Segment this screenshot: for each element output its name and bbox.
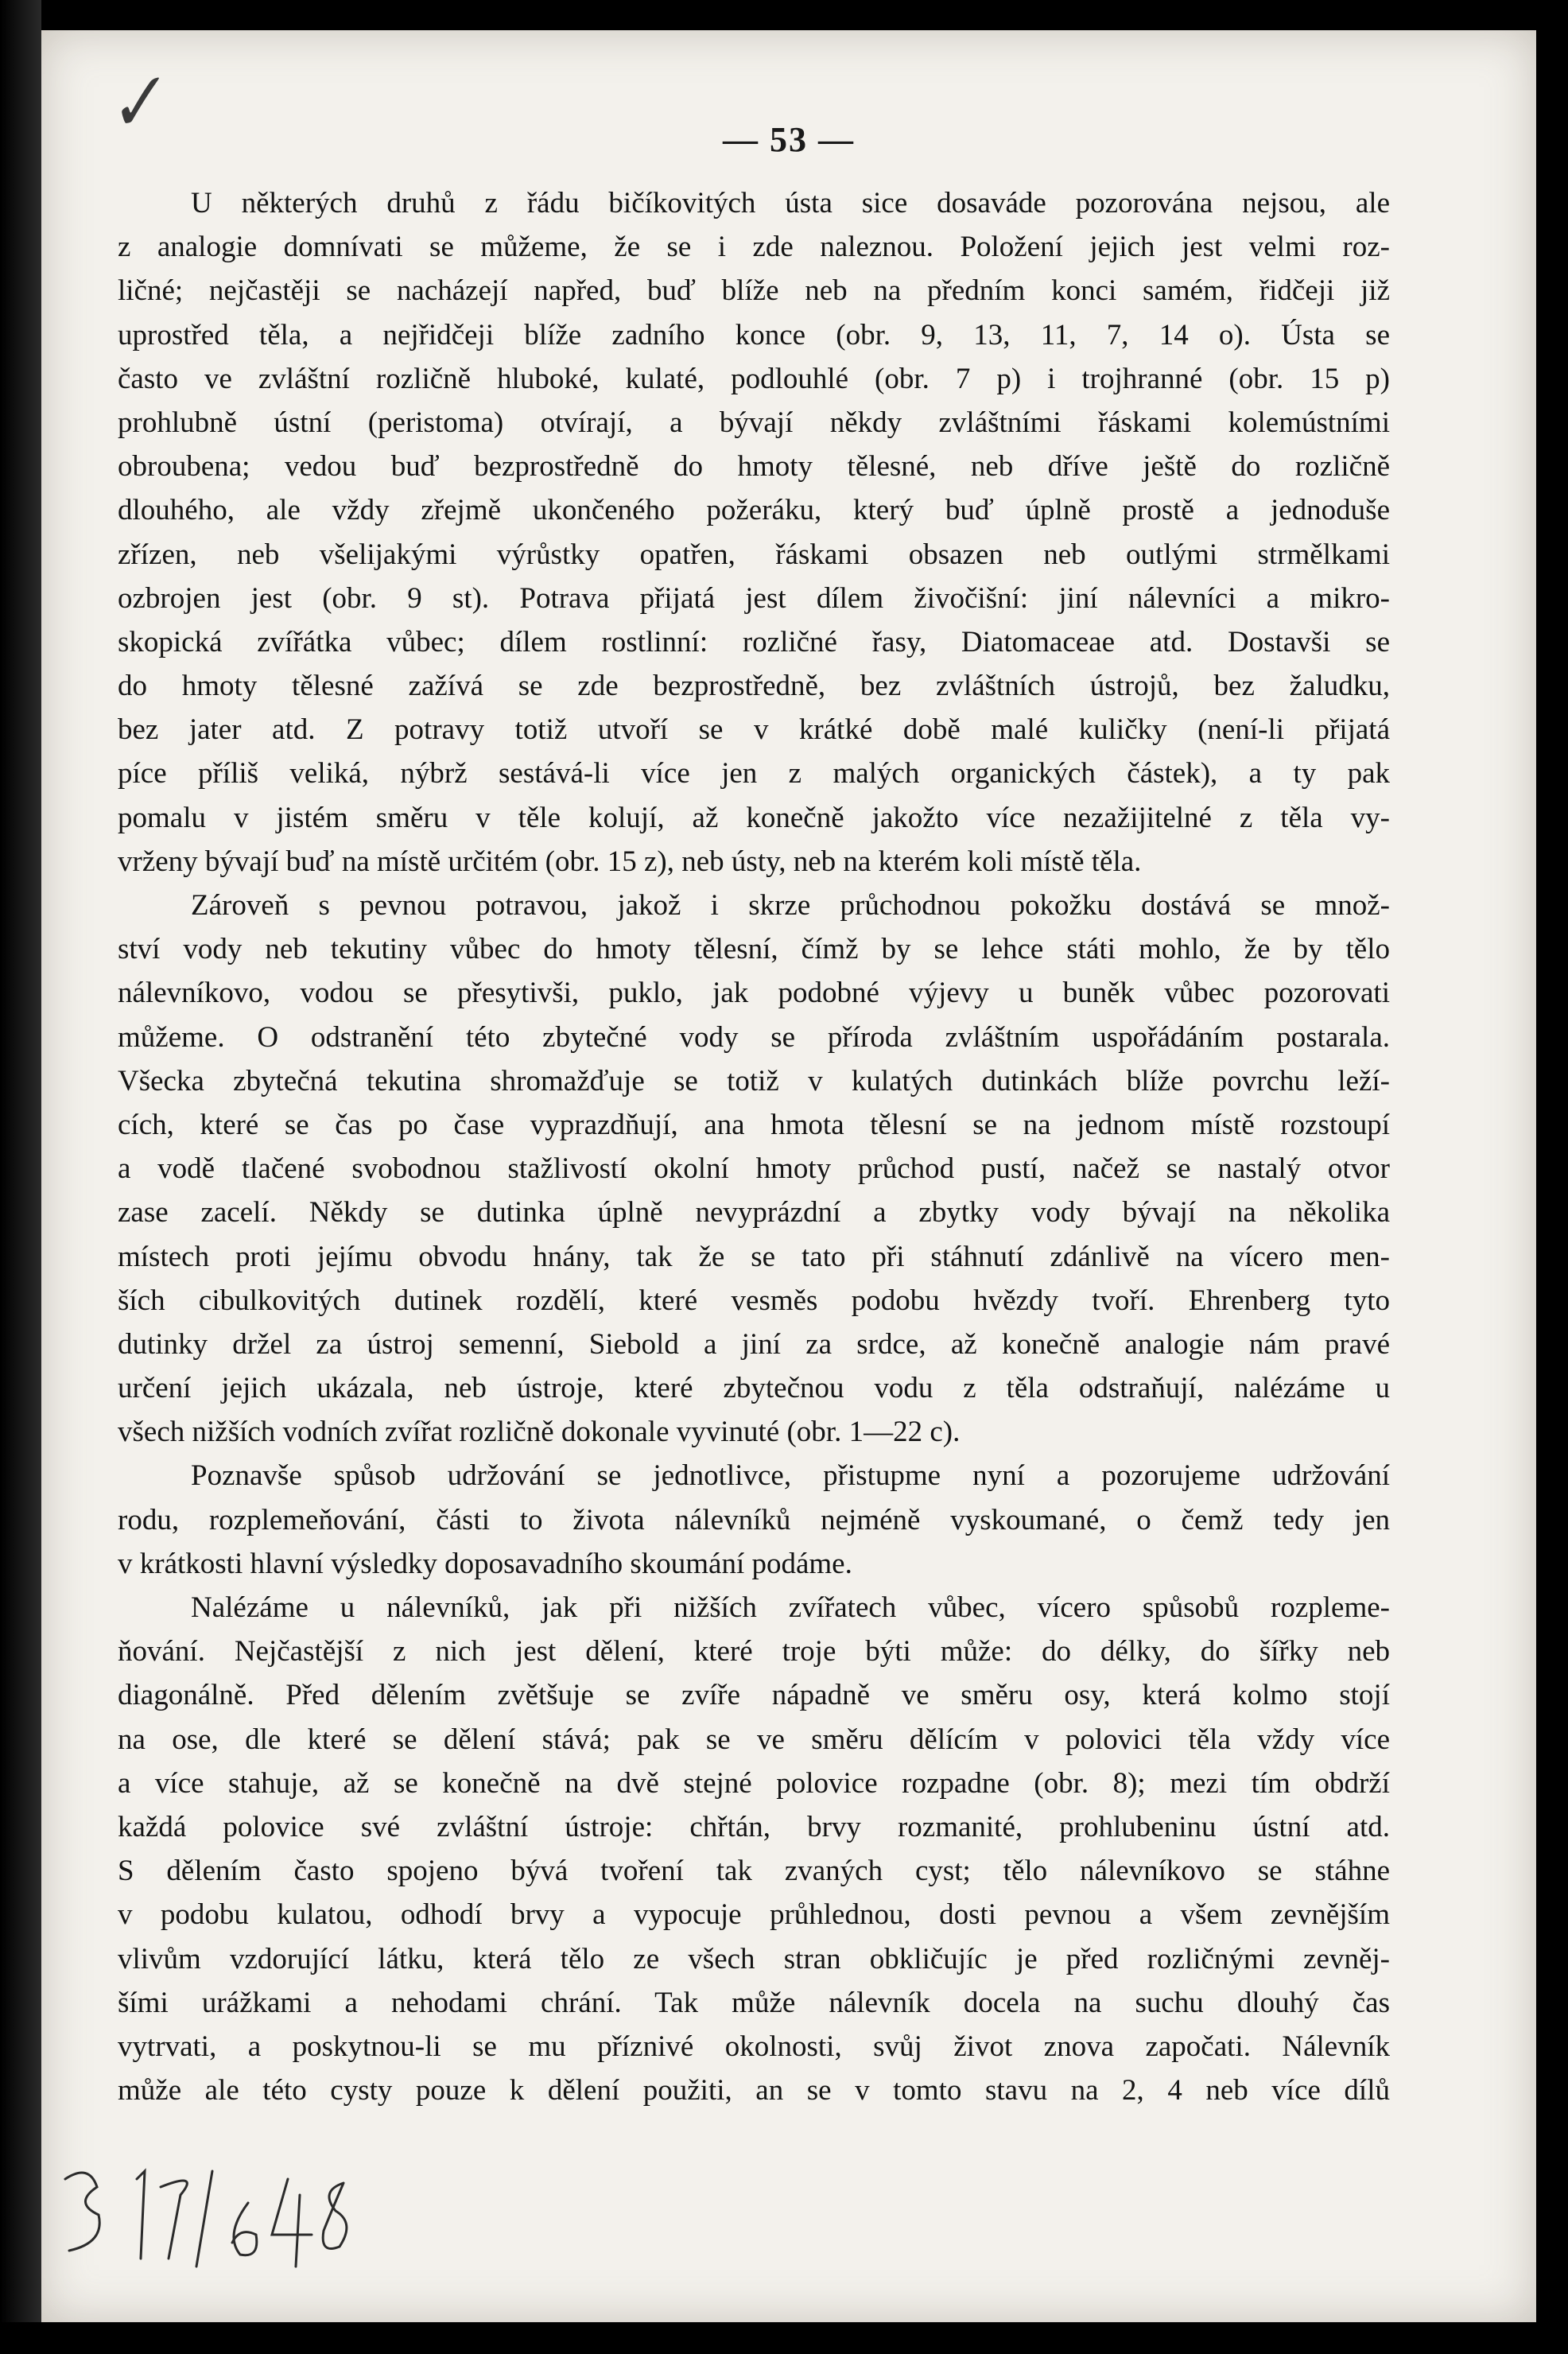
book-page — [41, 30, 1536, 2322]
text-line: z analogie domnívati se můžeme, že se i zde naleznou. Položení jejich jest velmi roz- — [118, 231, 1390, 264]
text-line: zřízen, neb všelijakými výrůstky opatřen, řáskami obsazen neb outlými strmělkami — [118, 538, 1390, 571]
text-line: Zároveň s pevnou potravou, jakož i skrze průchodnou pokožku dostává se množ- — [191, 889, 1390, 922]
text-line: dlouhého, ale vždy zřejmě ukončeného požeráku, který buď úplně prostě a jednoduše — [118, 494, 1390, 527]
text-line: dutinky držel za ústroj semenní, Siebold a jiní za srdce, až konečně analogie nám pravé — [118, 1327, 1390, 1361]
text-line: vrženy bývají buď na místě určitém (obr. 15 z), neb ústy, neb na kterém koli místě těla. — [118, 845, 1142, 878]
text-line: U některých druhů z řádu bičíkovitých ústa sice dosaváde pozorována nejsou, ale — [191, 187, 1390, 219]
scan-left-edge — [0, 0, 41, 2354]
text-line: šími urážkami a nehodami chrání. Tak může nálevník docela na suchu dlouhý čas — [118, 1986, 1390, 2019]
text-line: na ose, dle které se dělení stává; pak se ve směru dělícím v polovici těla vždy více — [118, 1723, 1390, 1756]
text-line: Poznavše spůsob udržování se jednotlivce, přistupme nyní a pozorujeme udržování — [191, 1459, 1390, 1493]
text-line: místech proti jejímu obvodu hnány, tak že se tato při stáhnutí zdánlivě na vícero men- — [118, 1240, 1390, 1273]
page-number: — 53 — — [723, 120, 855, 159]
text-line: prohlubně ústní (peristoma) otvírají, a bývají někdy zvláštními řáskami kolemústními — [118, 406, 1390, 439]
text-line: ozbrojen jest (obr. 9 st). Potrava přijatá jest dílem živočišní: jiní nálevníci a mikro- — [118, 581, 1390, 615]
scan-bottom-edge — [0, 2322, 1568, 2354]
text-line: cích, které se čas po čase vyprazdňují, ana hmota tělesní se na jednom místě rozstoupí — [118, 1108, 1390, 1141]
text-line: určení jejich ukázala, neb ústroje, které zbytečnou vodu z těla odstraňují, nalézáme u — [118, 1372, 1390, 1405]
handwritten-note-drawing — [41, 2147, 375, 2290]
text-line: Nalézáme u nálevníků, jak při nižších zvířatech vůbec, vícero spůsobů rozpleme- — [191, 1591, 1390, 1624]
text-line: vlivům vzdorující látku, která tělo ze všech stran obkličujíc je před rozličnými zevněj- — [118, 1942, 1390, 1975]
text-line: diagonálně. Před dělením zvětšuje se zvíře nápadně ve směru osy, která kolmo stojí — [118, 1679, 1390, 1712]
text-line: S dělením často spojeno bývá tvoření tak zvaných cyst; tělo nálevníkovo se stáhne — [118, 1855, 1390, 1888]
text-line: ličné; nejčastěji se nacházejí napřed, buď blíže neb na předním konci samém, řidčeji již — [118, 274, 1390, 308]
text-line: do hmoty tělesné zažívá se zde bezprostředně, bez zvláštních ústrojů, bez žaludku, — [118, 670, 1390, 703]
text-line: zase zacelí. Někdy se dutinka úplně nevyprázdní a zbytky vody bývají na několika — [118, 1196, 1390, 1229]
text-line: rodu, rozplemeňování, části to života nálevníků nejméně vyskoumané, o čemž tedy jen — [118, 1503, 1390, 1536]
text-line: ství vody neb tekutiny vůbec do hmoty tělesní, čímž by se lehce státi mohlo, že by tělo — [118, 933, 1390, 966]
text-line: uprostřed těla, a nejřidčeji blíže zadního konce (obr. 9, 13, 11, 7, 14 o). Ústa se — [118, 318, 1390, 352]
text-line: a vodě tlačené svobodnou stažlivostí okolní hmoty průchod pustí, načež se nastalý otvor — [118, 1152, 1390, 1186]
text-line: v krátkosti hlavní výsledky doposavadního skoumání podáme. — [118, 1547, 852, 1580]
text-line: nálevníkovo, vodou se přesytivši, puklo, jak podobné výjevy u buněk vůbec pozorovati — [118, 977, 1390, 1010]
text-line: může ale této cysty pouze k dělení použiti, an se v tomto stavu na 2, 4 neb více dílů — [118, 2074, 1390, 2107]
margin-check-mark: ✓ — [96, 56, 173, 151]
text-line: píce příliš veliká, nýbrž sestává-li více jen z malých organických částek), a ty pak — [118, 757, 1390, 790]
text-line: pomalu v jistém směru v těle kolují, až konečně jakožto více nezažijitelné z těla vy- — [118, 801, 1390, 834]
text-line: bez jater atd. Z potravy totiž utvoří se v krátké době malé kuličky (není-li přijatá — [118, 713, 1390, 747]
text-line: můžeme. O odstranění této zbytečné vody se příroda zvláštním uspořádáním postarala. — [118, 1020, 1390, 1054]
text-line: ších cibulkovitých dutinek rozdělí, které vesměs podobu hvězdy tvoří. Ehrenberg tyto — [118, 1284, 1390, 1317]
text-line: často ve zvláštní rozličně hluboké, kulaté, podlouhlé (obr. 7 p) i trojhranné (obr. 15 p) — [118, 362, 1390, 395]
text-line: skopická zvířátka vůbec; dílem rostlinní: rozličné řasy, Diatomaceae atd. Dostavši se — [118, 625, 1390, 658]
text-line: vytrvati, a poskytnou-li se mu příznivé okolnosti, svůj život znova započati. Nálevník — [118, 2030, 1390, 2063]
text-line: ňování. Nejčastější z nich jest dělení, které troje býti může: do délky, do šířky neb — [118, 1635, 1390, 1668]
handwritten-pencil-note — [41, 2147, 375, 2290]
text-line: Všecka zbytečná tekutina shromažďuje se totiž v kulatých dutinkách blíže povrchu leží- — [118, 1064, 1390, 1097]
text-line: a více stahuje, až se konečně na dvě stejné polovice rozpadne (obr. 8); mezi tím obdrží — [118, 1766, 1390, 1800]
text-line: všech nižších vodních zvířat rozličně dokonale vyvinuté (obr. 1—22 c). — [118, 1416, 961, 1449]
body-text — [118, 181, 1390, 2112]
text-line: každá polovice své zvláštní ústroje: chřtán, brvy rozmanité, prohlubeninu ústní atd. — [118, 1810, 1390, 1843]
text-line: v podobu kulatou, odhodí brvy a vypocuje průhlednou, dosti pevnou a všem zevnějším — [118, 1898, 1390, 1932]
text-line: obroubena; vedou buď bezprostředně do hmoty tělesné, neb dříve ještě do rozličně — [118, 450, 1390, 484]
